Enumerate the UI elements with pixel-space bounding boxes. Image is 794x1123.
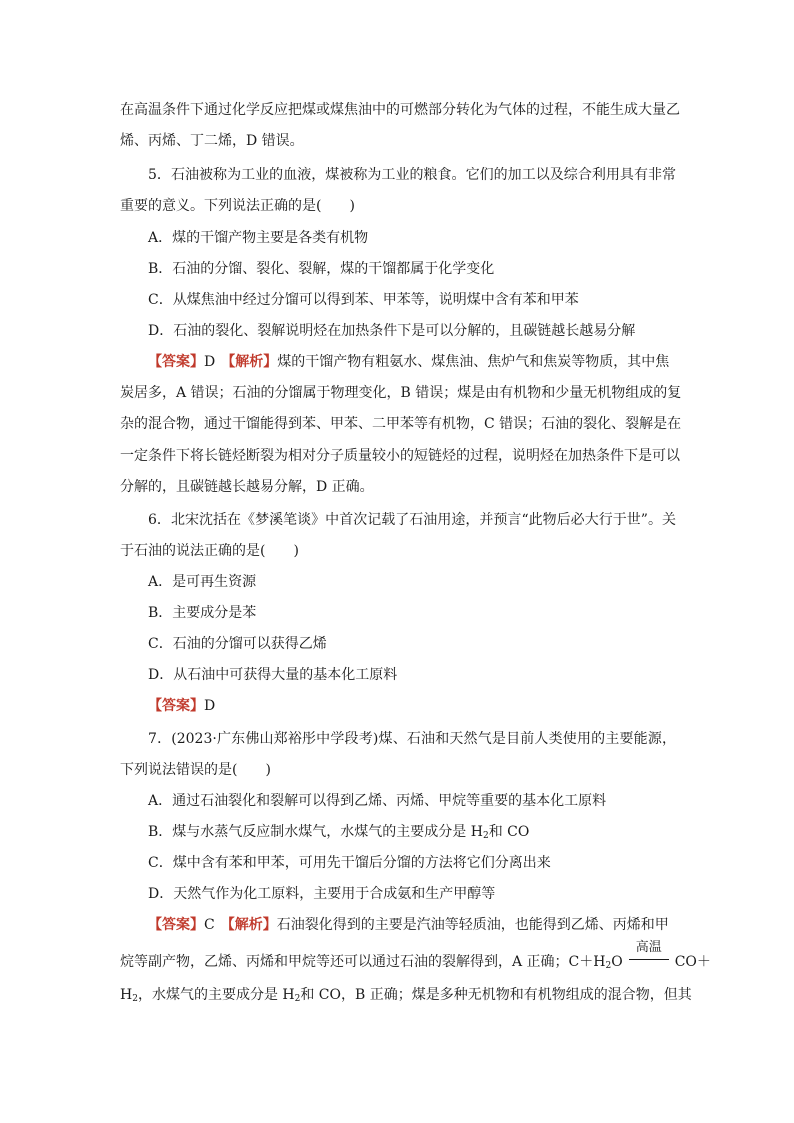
analysis-text: 分解的，且碳链越长越易分解，D 正确。 [120,479,374,495]
question-5-option-b: B．石油的分馏、裂化、裂解，煤的干馏都属于化学变化 [148,261,495,277]
question-6-option-d: D．从石油中可获得大量的基本化工原料 [148,667,398,683]
answer-6-line [148,697,676,715]
text-line: 在高温条件下通过化学反应把煤或煤焦油中的可燃部分转化为气体的过程，不能生成大量乙 [120,102,680,118]
reaction-bar [629,959,669,960]
analysis-text: H [120,987,133,1003]
subscript: 2 [605,961,612,971]
option-text: 和 CO [488,824,530,840]
question-7-option-d: D．天然气作为化工原料，主要用于合成氨和生产甲醇等 [148,886,496,902]
answer-letter: D [204,698,216,714]
question-7-option-b [148,823,704,845]
subscript: 2 [482,831,489,841]
question-6-option-a: A．是可再生资源 [148,574,257,590]
analysis-label: 【解析】 [220,917,277,933]
question-5-option-c: C．从煤焦油中经过分馏可以得到苯、甲苯等，说明煤中含有苯和甲苯 [148,292,579,308]
analysis-text: 石油裂化得到的主要是汽油等轻质油，也能得到乙烯、丙烯和甲 [276,917,669,933]
text-line: 烯、丙烯、丁二烯，D 错误。 [120,133,304,149]
analysis-text: ，水煤气的主要成分是 H [137,987,295,1003]
question-5-option-d: D．石油的裂化、裂解说明烃在加热条件下是可以分解的，且碳链越长越易分解 [148,323,636,339]
question-6-option-b: B．主要成分是苯 [148,605,257,621]
analysis-text: 煤的干馏产物有粗氨水、煤焦油、焦炉气和焦炭等物质，其中焦 [277,354,670,370]
question-5-stem: 重要的意义。下列说法正确的是( ) [120,198,355,214]
analysis-label: 【解析】 [221,354,278,370]
reaction-arrow [627,940,671,969]
analysis-text: 和 CO，B 正确；煤是多种无机物和有机物组成的混合物，但其 [300,987,692,1003]
analysis-equation-line [120,940,711,975]
question-7-stem: 7．(2023·广东佛山郑裕彤中学段考)煤、石油和天然气是目前人类使用的主要能源， [148,731,676,747]
answer-label: 【答案】 [148,917,204,933]
analysis-text: O [611,954,623,970]
analysis-text: 一定条件下将长链烃断裂为相对分子质量较小的短链烃的过程，说明烃在加热条件下是可以 [120,448,680,464]
option-text: B．煤与水蒸气反应制水煤气，水煤气的主要成分是 H [148,824,483,840]
question-6-stem: 于石油的说法正确的是( ) [120,543,299,559]
reaction-condition: 高温 [635,940,662,955]
analysis-text-line [120,986,692,1008]
question-7-stem: 下列说法错误的是( ) [120,762,271,778]
answer-5-line [148,353,676,371]
question-7-option-c: C．煤中含有苯和甲苯，可用先干馏后分馏的方法将它们分离出来 [148,855,551,871]
answer-7-line [148,916,676,934]
answer-label: 【答案】 [148,354,204,370]
question-5-stem: 5．石油被称为工业的血液，煤被称为工业的粮食。它们的加工以及综合利用具有非常 [148,167,676,183]
question-6-option-c: C．石油的分馏可以获得乙烯 [148,636,327,652]
question-7-option-a: A．通过石油裂化和裂解可以得到乙烯、丙烯、甲烷等重要的基本化工原料 [148,793,607,809]
subscript: 2 [132,994,138,1004]
answer-label: 【答案】 [148,698,204,714]
question-6-stem: 6．北宋沈括在《梦溪笔谈》中首次记载了石油用途，并预言“此物后必大行于世”。关 [148,512,676,528]
subscript: 2 [294,994,301,1004]
question-5-option-a: A．煤的干馏产物主要是各类有机物 [148,230,369,246]
analysis-text: CO＋ [674,954,711,970]
answer-letter: D [204,354,216,370]
analysis-text: 炭居多，A 错误；石油的分馏属于物理变化，B 错误；煤是由有机物和少量无机物组成的复 [120,385,682,401]
analysis-text: 烷等副产物，乙烯、丙烯和甲烷等还可以通过石油的裂解得到，A 正确；C＋H [120,954,606,970]
answer-letter: C [204,917,215,933]
analysis-text: 杂的混合物，通过干馏能得到苯、甲苯、二甲苯等有机物，C 错误；石油的裂化、裂解是在 [120,416,682,432]
